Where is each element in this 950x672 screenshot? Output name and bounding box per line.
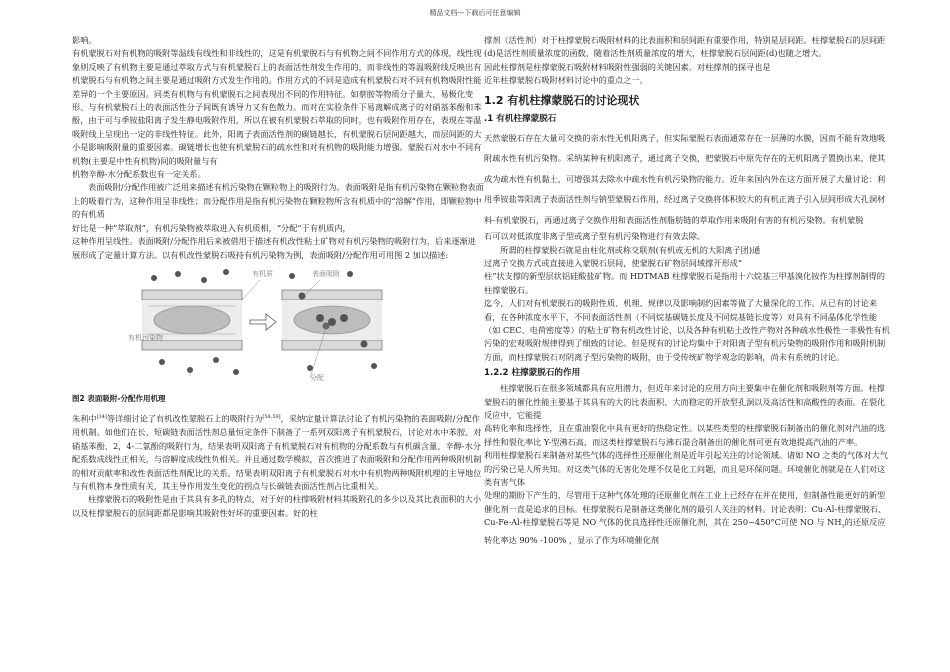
- subsection-heading: 1.2.2 柱撑蒙脱石的作用: [484, 368, 581, 379]
- paragraph: 因此柱撑剂是柱撑蒙脱石吸附材料吸附性强弱的关键因素。对柱撑剂的探寻也是: [484, 61, 771, 72]
- label-organic-matter: 有机质: [252, 269, 273, 278]
- label-surface-adsorption: 表面吸附: [312, 269, 340, 278]
- paragraph: 所谓的柱撑蒙脱石就是由柱化剂或称交联剂(有机或无机的大阳离子团)通: [500, 244, 761, 255]
- paragraph: 表面吸附/分配作用被广泛用来描述有机污染物在颗粒物上的吸附行为。表面吸附是指有机污染物在颗粒物表面上的吸着行为，这种作用呈非线性；而分配作用是指有机污染物在颗粒物所含有机质中的“溶解”作用，即颗粒物中的有机质: [72, 182, 484, 220]
- paragraph: 机物辛醇-水分配系数也有一定关系。: [72, 169, 206, 180]
- label-organic-pollutant: 有机污染物: [128, 333, 163, 342]
- figure-diagram: [132, 266, 392, 384]
- paragraph: 天然蒙脱石存在大量可交换的亲水性无机阳离子，但实际蒙脱石表面通常存在一层薄的水膜，因而不能有效地吸附疏水性有机污染物。采纳某种有机阳离子，通过离子交换，把蒙脱石中原先存在的无机阳离子置换出来，使其成为疏水性有机黏土，可增强其去除水中疏水性有机污染物的能力。近年来国内外在这方面开展了大量讨论：利用季铵盐等阳离子表面活性剂与钠型蒙脱石作用，经过离子交换将体积较大的有机正离子引入层间形成大孔洞材料-有机蒙脱石，再通过离子交换作用和表面活性剂脂肪链的萃取作用来吸附有害的有机污染物。有机蒙脱: [484, 132, 886, 225]
- paragraph: 柱撑蒙脱石在很多领域都具有应用潜力，但近年来讨论的应用方向主要集中在催化剂和吸附剂等方面。柱撑蒙脱石的催化性能主要基于其具有的大的比表面积、大而稳定的开放型孔洞以及高活性和高酸性的表面。在裂化反应中，它能提: [484, 383, 886, 420]
- paragraph: 有机蒙脱石对有机物的吸附等温线有线性和非线性的，这是有机蒙脱石与有机物之间不同作用方式的体现，线性现象则反映了有机物主要是通过萃取方式与有机蒙脱石上的表面活性剂发生作用的，而非线性的等温吸附线反映出有机蒙脱石与有机物之间主要是通过吸附方式发生作用的。作用方式的不同是造成有机蒙脱石对不同有机物吸附性能差异的一个主要原因。同类有机物与有机蒙脱石之间表现出不同的作用特征。如蔡胺等物质分子量大、易极化变形、与有机蒙脱石上的表面活性分子间既有诱导力又有色散力。而对在实验条件下易离解成离子的对硝基苯酚和苯酚，由于可与季铵盐阳离子发生静电吸附作用，所以在被有机蒙脱石萃取的同时，也有吸附作用存在，表现在等温吸附线上呈现出一定的非线性特征。此外，阳离子表面活性剂的碳链越长，有机蒙脱石层间距越大，而层间距的大小是影响吸附量的重要因素。碳链增长也使有机蒙脱石的疏水性和对有机物的吸附能力增强。蒙脱石对水中不同有机物(主要是中性有机物)间的吸附量与有: [72, 48, 482, 166]
- paragraph: 撑剂（活性剂）对于柱撑蒙脱石吸附材料的比表面积和层间距有重要作用，特别是层间距。柱撑蒙脱石的层间距(d)是活性剂质量浓度的函数，随着活性剂质量浓度的增大，柱撑蒙脱石层间距(d)也随之增大。: [484, 35, 886, 59]
- section-heading: 1.2 有机柱撑蒙脱石的讨论现状: [484, 93, 640, 107]
- adsorption-partition-figure: [128, 266, 392, 384]
- paragraph: 朱利中[34]等详细讨论了有机改性蒙脱石上的吸附行为[58,59]，采纳定量计算法讨论了有机污染物的表面吸附/分配作用机制。如他们在长、短碳链表面活性剂总量恒定条件下制备了一系列双阳离子有机蒙脱石，讨论对水中苯胺、对硝基苯酚、2，4-二氯酚的吸附行为，结果表明双阳离子有机蒙脱石对有机物的分配系数与有机碳含量、辛醇-水分配系数成线性正相关，与溶解度成线性负相关。并且通过数学模拟，首次推进了表面吸附和分配作用两种吸附机制的相对贡献率和改性表面活性剂配比的关系，结果表明双阳离子有机蒙脱石对水中有机物两种吸附机理的主导地位与有机物本身性质有关，其主导作用发生变化的拐点与长碳链表面活性剂占比重相关。: [72, 414, 482, 492]
- paragraph: 近年柱撑蒙脱石吸附材料讨论中的重点之一。: [484, 75, 648, 86]
- arrow-icon: [250, 314, 276, 330]
- paragraph: 影响。: [72, 35, 97, 45]
- right-column: [484, 34, 891, 548]
- paragraph: 过离子交换方式或直接进入蒙脱石层间，使蒙脱石矿物层间域撑开形成“: [484, 257, 742, 268]
- paragraph: 好比是一种“萃取剂”，有机污染物被萃取进入有机质相，“分配”于有机质内，: [72, 222, 351, 233]
- paragraph: 迄今，人们对有机蒙脱石的吸附性质、机理、规律以及影响制约因素等做了大量深化的工作。从已有的讨论来看，在各种浓度水平下，不同表面活性剂（不同烷基碳链长度及不同烷基链长度等）对具有不同晶体化学性能（如 CEC、电荷密度等）的粘土矿物有机改性讨论，以及各种有机粘土改性产物对各种疏水性极性一非极性有机污染的宏观吸附规律得到了细致的讨论。但是现有的讨论均集中于对阳离子型有机污染物的吸附作用和吸附机制方面，而柱撑蒙脱石对阴离子型污染物的吸附，由于受传统矿物学观念的影响，尚未有系统的讨论。: [484, 298, 890, 362]
- paragraph: 利用柱撑蒙脱石来制备对某些气体的选择性还原催化剂是近年引起关注的讨论领域。诸如 NO 之类的气体对大气的污染已是人所共知。对这类气体的无害化处理不仅是化工问题，而且是环保问题。环境催化剂就是在人们对这类有害气体: [484, 450, 888, 488]
- label-partition: 分配: [310, 373, 324, 382]
- paragraph: 高转化率和选择性，且在重油裂化中具有更好的热稳定性。以某些类型的柱撑蒙脱石制备出的催化剂对汽油的选择性和裂化率比 Y-型沸石高，而这类柱撑蒙脱石与沸石混合制备出的催化剂可更有效地提高汽油的产率。: [484, 423, 886, 447]
- figure-caption: 图2 表面吸附-分配作用机理: [72, 393, 166, 403]
- subsection-heading: .1 有机柱撑蒙脱石: [484, 113, 557, 124]
- paragraph: 这种作用呈线性。表面吸附/分配作用后来被借用于描述有机改性粘土矿物对有机污染物的吸附行为，后来逐渐进展形成了定量计算方法。以有机改性蒙脱石吸持有机污染物为例，表面吸附/分配作用可用图 2 加以描述:: [72, 236, 476, 260]
- paragraph: 处理的期盼下产生的，尽管用于这种气体处理的还原催化剂在工业上已经存在并在使用，但制备性能更好的新型催化剂一直是追求的目标。柱撑蒙脱石是制备这类催化剂的最引人关注的材料。讨论表明：Cu-Al-柱撑蒙脱石、Cu-Fe-Al-柱撑蒙脱石等是 NO 气体的优良选择性还原催化剂，其在 250~450°C可使 NO 与 $NH_3$的还原反应转化率达 90% -100% ，显示了作为环境催化剂: [484, 490, 887, 546]
- left-column: [72, 34, 484, 520]
- paragraph: 柱撑蒙脱石的吸附性是由于其具有多孔的特点，对于好的柱撑吸附材料其吸附孔的多少以及其比表面积的大小以及柱撑蒙脱石的层间距都是影响其吸附性好坏的重要因素。好的柱: [72, 494, 482, 518]
- paragraph: 石可以对低浓度非离子型或离子型有机污染物进行有效去除。: [484, 231, 706, 242]
- page-header: 精品文档---下载后可任意编辑: [429, 9, 521, 17]
- paragraph: 柱”状支撑的新型层状铝硅酸盐矿物。而 HDTMAB 柱撑蒙脱石是指用十六烷基三甲基溴化铵作为柱撑剂制得的柱撑蒙脱石。: [484, 271, 885, 295]
- right-clay-layers: [282, 290, 382, 350]
